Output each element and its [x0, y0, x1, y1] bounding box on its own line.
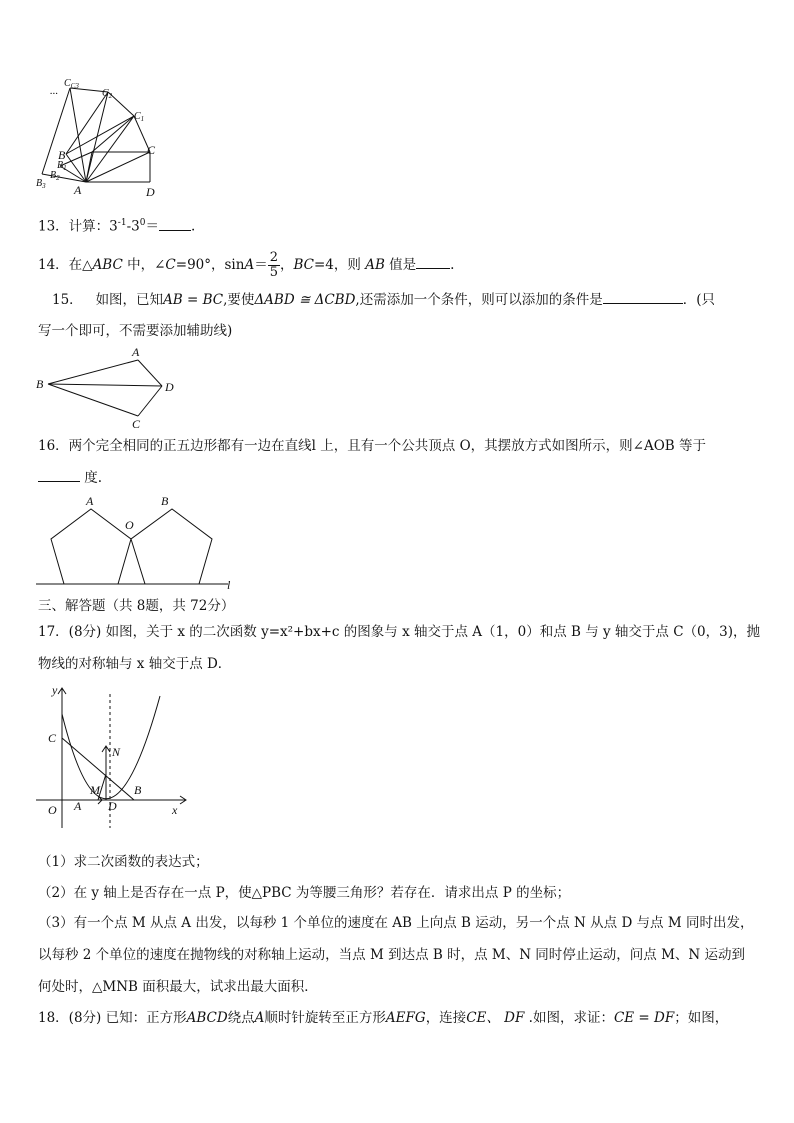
label-a: A	[74, 799, 82, 813]
label-o: O	[48, 803, 57, 817]
q14-text-4: ，	[279, 257, 294, 273]
question-18	[38, 1009, 728, 1027]
label-c: C	[147, 143, 156, 157]
q15-text-1: 如图，已知	[95, 292, 164, 308]
q14-ab: AB	[365, 257, 385, 273]
q18-text-6: ；如图，	[674, 1010, 729, 1026]
q15-text-2: ,要使	[223, 292, 255, 308]
frac-num: 2	[269, 250, 278, 265]
question-16-line2	[38, 469, 102, 487]
q18-text-3: 顺时针旋转至正方形	[264, 1010, 386, 1026]
label-b: B	[134, 783, 142, 797]
label-c2: $C_2$	[102, 88, 113, 100]
question-17: 17．(8分) 如图，关于 x 的二次函数 y=x²+bx+c 的图象与 x 轴交于点 A（1，0）和点 B 与 y 轴交于点 C（0，3)，抛	[38, 624, 760, 640]
label-a: A	[86, 494, 94, 508]
label-c3: $C_{C3}$	[64, 78, 79, 90]
question-17-sub2: （2）在 y 轴上是否存在一点 P，使△PBC 为等腰三角形？若存在．请求出点 P 的坐标；	[38, 885, 571, 901]
label-a: A	[74, 183, 82, 197]
q13-exp2: 0	[139, 218, 146, 228]
q13-exp1: -1	[117, 218, 127, 228]
label-d: D	[108, 799, 117, 813]
frac-den: 5	[269, 265, 278, 280]
q14-text-6: 值是	[384, 257, 417, 273]
q13-mid: -3	[126, 218, 140, 235]
label-b1: $B_1$	[57, 160, 67, 172]
q14-eq: ＝	[254, 257, 268, 273]
q18-text-1: 18．(8分) 已知：正方形	[38, 1010, 187, 1026]
question-17-sub3-line2: 以每秒 2 个单位的速度在抛物线的对称轴上运动，当点 M 到达点 B 时，点 M、N 同时停止运动，问点 M、N 运动到	[38, 947, 746, 963]
question-15-line2: 写一个即可，不需要添加辅助线)	[38, 323, 233, 339]
figure-rotating-squares	[30, 74, 170, 198]
label-m: M	[90, 783, 100, 797]
question-15	[52, 291, 715, 309]
q15-text-3: ,还需添加一个条件，则可以添加的条件是	[355, 292, 603, 308]
q14-text-2: 中，∠	[122, 257, 166, 273]
label-c1: $C_1$	[134, 111, 145, 123]
answer-blank-13[interactable]	[159, 230, 191, 231]
label-d: D	[146, 185, 155, 198]
q14-c: C	[165, 257, 176, 273]
q13-prefix: 13．计算：3	[38, 218, 118, 235]
answer-blank-15[interactable]	[603, 303, 683, 304]
q18-text-5: .如图，求证：	[524, 1010, 614, 1026]
label-y: y	[52, 683, 58, 697]
label-b: B	[36, 377, 44, 391]
question-16: 16．两个完全相同的正五边形都有一边在直线l 上，且有一个公共顶点 O，其摆放方式如图所示，则∠AOB 等于	[38, 438, 706, 454]
label-b3: $B_3$	[36, 178, 46, 190]
figure-pentagons	[34, 492, 244, 592]
q14-end: .	[450, 257, 455, 273]
q18-abcd: ABCD	[186, 1010, 228, 1026]
label-dots: ...	[50, 85, 59, 97]
q13-equals: ＝	[145, 218, 159, 235]
fraction-two-fifths	[268, 251, 280, 280]
q18-a: A	[254, 1010, 265, 1026]
q18-ce-df: CE、 DF	[466, 1010, 525, 1026]
question-13	[38, 214, 195, 236]
label-b: B	[161, 494, 169, 508]
q18-equation: CE = DF	[613, 1010, 675, 1026]
q15-end: ．(只	[682, 292, 715, 308]
question-17-sub3-line3: 何处时，△MNB 面积最大，试求出最大面积．	[38, 979, 318, 995]
q18-text-4: ，连接	[425, 1010, 467, 1026]
q14-text-1: 14．在△	[38, 257, 93, 273]
label-c: C	[48, 731, 57, 745]
section-3-heading: 三、解答题（共 8题，共 72分）	[38, 598, 235, 614]
question-17-line2: 物线的对称轴与 x 轴交于点 D．	[38, 656, 232, 672]
answer-blank-16[interactable]	[38, 481, 80, 482]
q14-bc: BC	[293, 257, 314, 273]
figure-parabola	[36, 682, 196, 832]
q15-condition: AB = BC	[163, 292, 224, 308]
q18-aefg: AEFG	[385, 1010, 426, 1026]
label-x: x	[172, 803, 178, 817]
q18-text-2: 绕点	[227, 1010, 255, 1026]
label-b: B	[58, 148, 66, 162]
q14-abc: ABC	[92, 257, 123, 273]
label-c: C	[132, 417, 141, 430]
answer-blank-14[interactable]	[416, 268, 450, 269]
question-17-sub3-line1: （3）有一个点 M 从点 A 出发，以每秒 1 个单位的速度在 AB 上向点 B 运动，另一个点 N 从点 D 与点 M 同时出发，	[38, 915, 754, 931]
question-17-sub1: （1）求二次函数的表达式；	[38, 854, 209, 870]
figure-kite	[34, 344, 184, 430]
label-b2: $B_2$	[50, 170, 60, 182]
q14-text-3: =90°，sin	[175, 257, 245, 273]
q14-text-5: =4，则	[314, 257, 366, 273]
q14-a: A	[244, 257, 255, 273]
label-n: N	[112, 745, 121, 759]
label-d: D	[165, 380, 174, 394]
q13-end: .	[190, 218, 196, 235]
label-a: A	[132, 345, 140, 359]
q16-end: 度.	[80, 470, 103, 486]
q15-num: 15．	[52, 292, 83, 308]
label-o: O	[125, 518, 134, 532]
q15-congruence: ΔABD ≅ ΔCBD	[254, 292, 356, 308]
question-14	[38, 250, 454, 280]
label-l: l	[227, 578, 231, 592]
